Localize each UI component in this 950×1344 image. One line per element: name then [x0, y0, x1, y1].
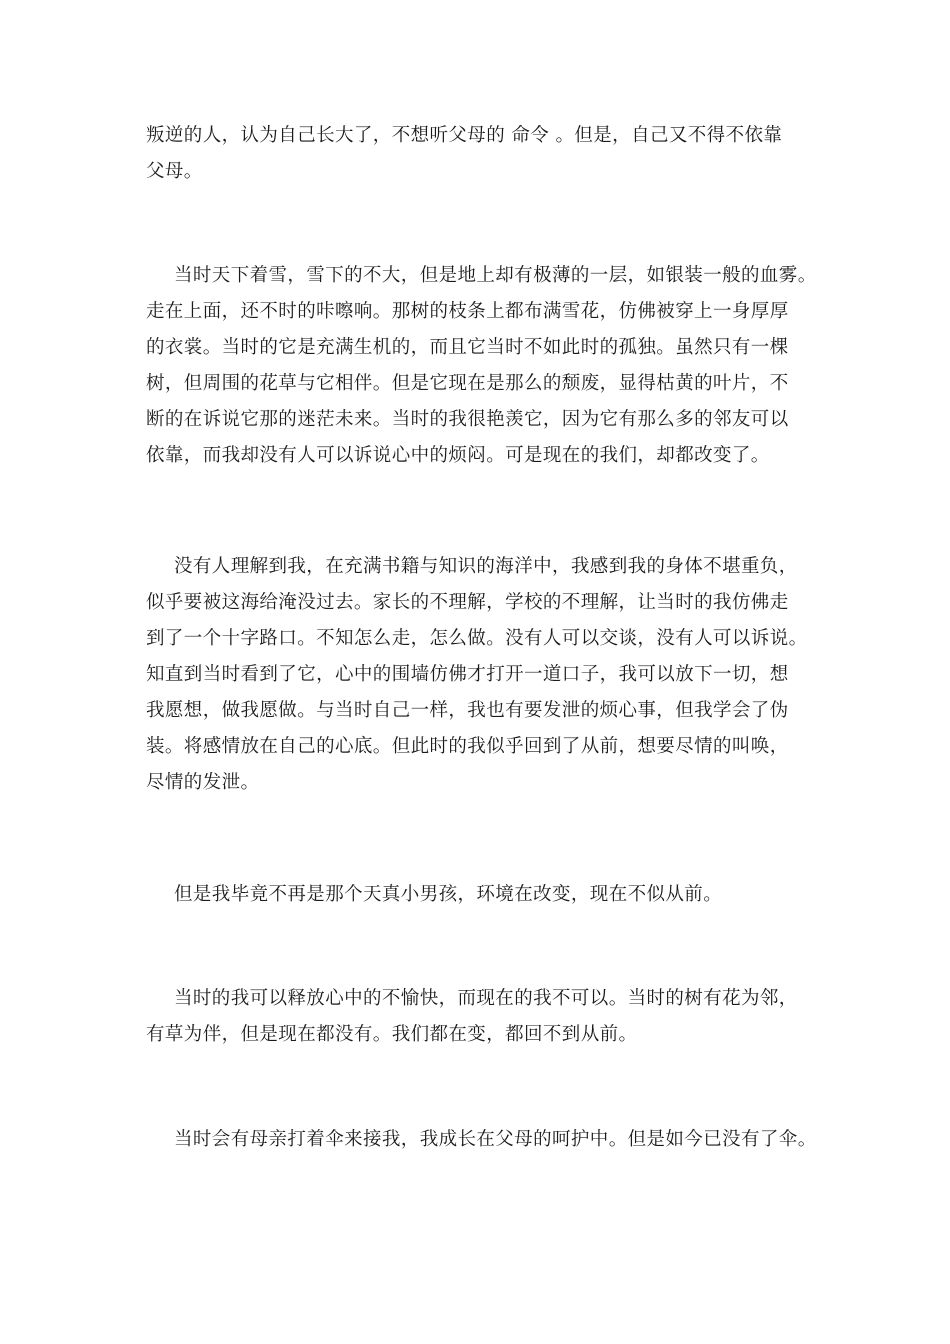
paragraph-2: [146, 258, 846, 474]
text-line: 当时天下着雪，雪下的不大，但是地上却有极薄的一层，如银装一般的血雾。: [174, 265, 817, 286]
text-line: 到了一个十字路口。不知怎么走，怎么做。没有人可以交谈，没有人可以诉说。: [146, 628, 808, 649]
paragraph-5: [146, 981, 846, 1053]
text-line: 叛逆的人，认为自己长大了，不想听父母的 命令 。但是，自己又不得不依靠: [146, 125, 783, 146]
paragraph-3: [146, 549, 846, 801]
text-line: 有草为伴，但是现在都没有。我们都在变，都回不到从前。: [146, 1024, 638, 1045]
text-line: 断的在诉说它那的迷茫未来。当时的我很艳羡它，因为它有那么多的邻友可以: [146, 409, 789, 430]
text-line: 依靠，而我却没有人可以诉说心中的烦闷。可是现在的我们，却都改变了。: [146, 445, 770, 466]
text-line: 我愿想，做我愿做。与当时自己一样，我也有要发泄的烦心事，但我学会了伪: [146, 700, 789, 721]
text-line: 但是我毕竟不再是那个天真小男孩，环境在改变，现在不似从前。: [174, 884, 723, 905]
paragraph-6: [146, 1122, 846, 1158]
text-line: 尽情的发泄。: [146, 772, 260, 793]
text-line: 没有人理解到我，在充满书籍与知识的海洋中，我感到我的身体不堪重负，: [174, 556, 798, 577]
text-line: 似乎要被这海给淹没过去。家长的不理解，学校的不理解，让当时的我仿佛走: [146, 592, 789, 613]
text-line: 当时会有母亲打着伞来接我，我成长在父母的呵护中。但是如今已没有了伞。: [174, 1129, 817, 1150]
paragraph-4: [146, 877, 846, 913]
text-line: 装。将感情放在自己的心底。但此时的我似乎回到了从前，想要尽情的叫唤，: [146, 736, 789, 757]
paragraph-1: [146, 118, 846, 190]
text-line: 走在上面，还不时的咔嚓响。那树的枝条上都布满雪花，仿佛被穿上一身厚厚: [146, 301, 789, 322]
text-line: 当时的我可以释放心中的不愉快，而现在的我不可以。当时的树有花为邻，: [174, 988, 798, 1009]
text-line: 父母。: [146, 161, 203, 182]
text-line: 知直到当时看到了它，心中的围墙仿佛才打开一道口子，我可以放下一切，想: [146, 664, 789, 685]
text-line: 树，但周围的花草与它相伴。但是它现在是那么的颓废，显得枯黄的叶片，不: [146, 373, 789, 394]
text-line: 的衣裳。当时的它是充满生机的，而且它当时不如此时的孤独。虽然只有一棵: [146, 337, 789, 358]
